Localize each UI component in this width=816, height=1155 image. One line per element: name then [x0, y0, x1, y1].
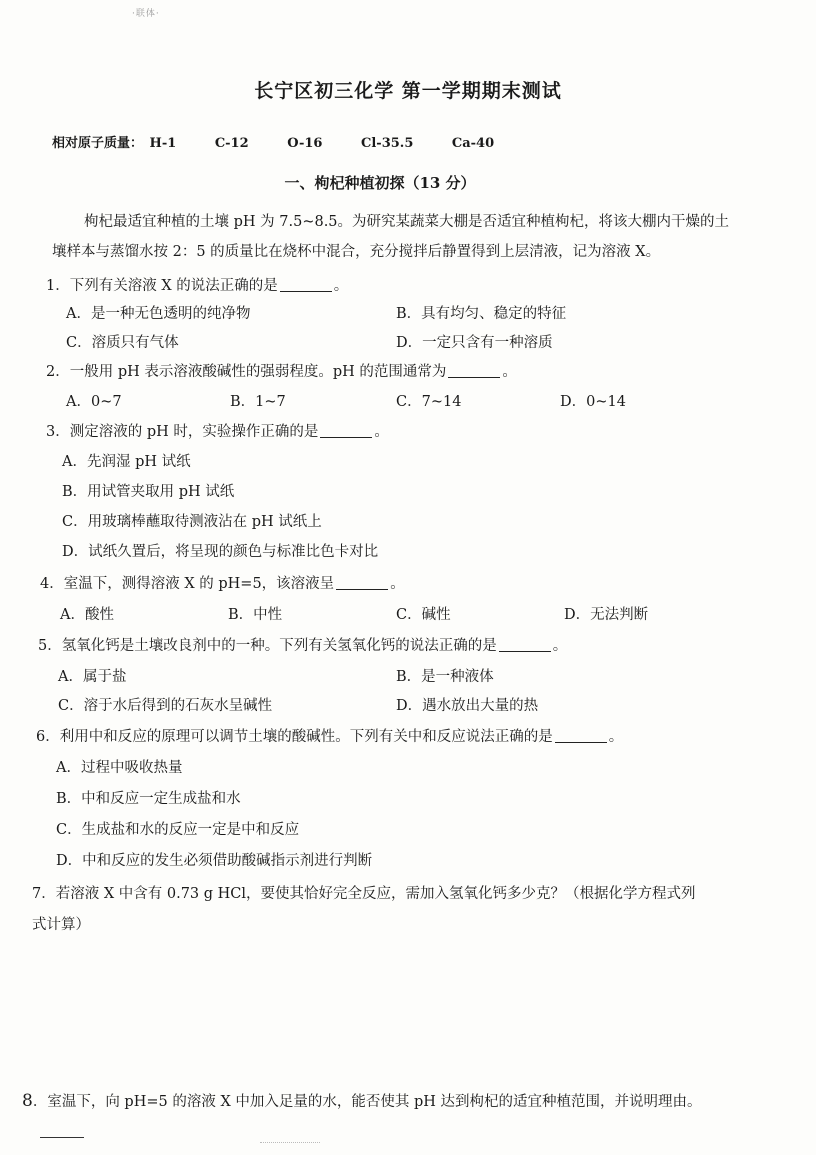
corner-mark: ·联体· [132, 9, 160, 19]
q3-option-a[interactable]: A．先润湿 pH 试纸 [62, 454, 191, 470]
question-4-end: 。 [390, 576, 405, 592]
question-6-end: 。 [608, 729, 624, 745]
q6-option-c[interactable]: C．生成盐和水的反应一定是中和反应 [56, 822, 300, 838]
answer-blank-1[interactable] [280, 277, 332, 292]
intro-line-2: 壤样本与蒸馏水按 2：5 的质量比在烧杯中混合，充分搅拌后静置得到上层清液，记为溶液 X。 [52, 244, 661, 260]
q6-option-b[interactable]: B．中和反应一定生成盐和水 [56, 791, 241, 807]
q3-option-b[interactable]: B．用试管夹取用 pH 试纸 [62, 484, 235, 500]
question-8-number: 8 [22, 1091, 33, 1111]
answer-blank-5[interactable] [499, 637, 551, 652]
q1-option-c[interactable]: C．溶质只有气体 [66, 335, 179, 351]
question-2-stem: 2．一般用 pH 表示溶液酸碱性的强弱程度。pH 的范围通常为 [46, 364, 447, 380]
section-heading: 一、枸杞种植初探（13 分） [284, 174, 476, 192]
q4-option-b[interactable]: B．中性 [228, 607, 283, 623]
atomic-mass-ca: Ca-40 [451, 136, 495, 151]
question-5-stem: 5．氢氧化钙是土壤改良剂中的一种。下列有关氢氧化钙的说法正确的是 [38, 638, 497, 654]
q1-option-d[interactable]: D．一定只含有一种溶质 [396, 335, 553, 351]
q5-option-c[interactable]: C．溶于水后得到的石灰水呈碱性 [58, 698, 273, 714]
atomic-mass-cl: Cl-35.5 [361, 136, 414, 151]
question-7-answer-area[interactable] [32, 940, 772, 1080]
q1-option-a[interactable]: A．是一种无色透明的纯净物 [66, 306, 251, 322]
question-1 [46, 274, 348, 295]
q4-option-c[interactable]: C．碱性 [396, 607, 451, 623]
question-3-end: 。 [374, 424, 389, 440]
page-title: 长宁区初三化学 第一学期期末测试 [254, 80, 562, 102]
answer-blank-4[interactable] [336, 575, 388, 590]
q2-option-c[interactable]: C．7~14 [396, 394, 462, 410]
bottom-rule [40, 1137, 84, 1138]
q5-option-d[interactable]: D．遇水放出大量的热 [396, 698, 539, 714]
question-6 [36, 725, 623, 746]
atomic-mass-c: C-12 [214, 136, 249, 151]
answer-blank-2[interactable] [448, 363, 500, 378]
question-1-end: 。 [333, 278, 349, 294]
q2-option-d[interactable]: D．0~14 [560, 394, 626, 410]
question-2-end: 。 [502, 364, 517, 380]
bottom-faint-rule [260, 1142, 320, 1143]
atomic-mass-o: O-16 [287, 136, 323, 151]
q3-option-d[interactable]: D．试纸久置后，将呈现的颜色与标准比色卡对比 [62, 544, 379, 560]
atomic-mass-h: H-1 [149, 136, 177, 151]
question-4 [40, 572, 405, 593]
q2-option-b[interactable]: B．1~7 [230, 394, 286, 410]
question-3 [46, 420, 389, 441]
q5-option-b[interactable]: B．是一种液体 [396, 669, 494, 685]
question-1-stem: 1．下列有关溶液 X 的说法正确的是 [46, 278, 278, 294]
question-7-line-1: 7．若溶液 X 中含有 0.73 g HCl，要使其恰好完全反应，需加入氢氧化钙多少克？（根据化学方程式列 [32, 886, 696, 902]
q4-option-a[interactable]: A．酸性 [60, 607, 114, 623]
q3-option-c[interactable]: C．用玻璃棒蘸取待测液沾在 pH 试纸上 [62, 514, 322, 530]
q5-option-a[interactable]: A．属于盐 [58, 669, 127, 685]
answer-blank-6[interactable] [555, 728, 607, 743]
question-5 [38, 634, 567, 655]
question-5-end: 。 [552, 638, 568, 654]
question-3-stem: 3．测定溶液的 pH 时，实验操作正确的是 [46, 424, 319, 440]
question-7-line-2: 式计算） [32, 917, 90, 933]
question-2 [46, 360, 517, 381]
answer-blank-3[interactable] [320, 423, 372, 438]
q1-option-b[interactable]: B．具有均匀、稳定的特征 [396, 306, 567, 322]
q6-option-d[interactable]: D．中和反应的发生必须借助酸碱指示剂进行判断 [56, 853, 373, 869]
q6-option-a[interactable]: A．过程中吸收热量 [56, 760, 183, 776]
atomic-masses [52, 132, 528, 151]
question-8 [22, 1090, 702, 1111]
atomic-label: 相对原子质量： [52, 136, 144, 151]
question-4-stem: 4．室温下，测得溶液 X 的 pH=5，该溶液呈 [40, 576, 335, 592]
question-8-text: ．室温下，向 pH=5 的溶液 X 中加入足量的水，能否使其 pH 达到枸杞的适宜种植范围，并说明理由。 [32, 1094, 702, 1110]
question-6-stem: 6．利用中和反应的原理可以调节土壤的酸碱性。下列有关中和反应说法正确的是 [36, 729, 553, 745]
intro-line-1: 枸杞最适宜种植的土壤 pH 为 7.5~8.5。为研究某蔬菜大棚是否适宜种植枸杞，将该大棚内干燥的土 [84, 214, 730, 230]
q2-option-a[interactable]: A．0~7 [66, 394, 122, 410]
q4-option-d[interactable]: D．无法判断 [564, 607, 649, 623]
